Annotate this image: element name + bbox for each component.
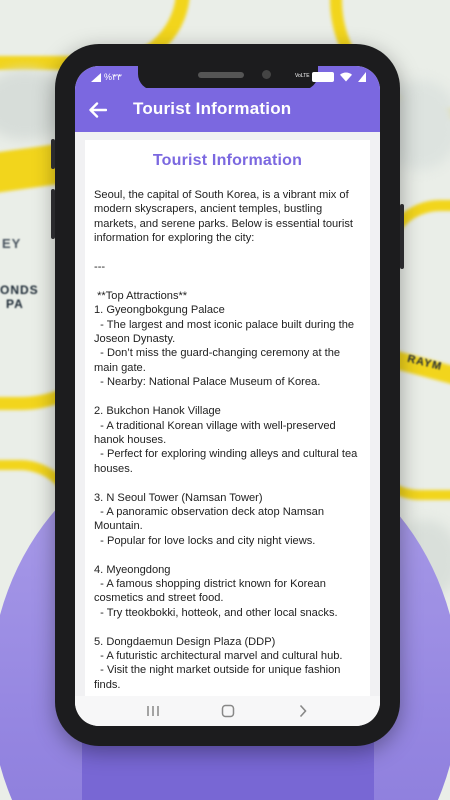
map-label: ONDS xyxy=(0,283,39,297)
home-icon xyxy=(221,704,235,718)
notch xyxy=(138,66,318,90)
network-label: VoLTE xyxy=(295,73,310,79)
map-label: RAYM xyxy=(406,352,444,374)
volume-up-button xyxy=(51,139,55,169)
map-label: PA xyxy=(6,297,24,311)
status-bar xyxy=(75,66,380,88)
back-chevron-icon xyxy=(298,704,308,718)
map-label: EY xyxy=(2,236,22,251)
system-nav-bar xyxy=(75,696,380,726)
home-button[interactable] xyxy=(213,699,243,723)
status-left xyxy=(91,72,122,83)
app-bar xyxy=(75,88,380,132)
battery-icon xyxy=(312,72,334,82)
camera-icon xyxy=(262,70,271,79)
recents-button[interactable] xyxy=(138,699,168,723)
phone-screen xyxy=(75,66,380,726)
nav-back-button[interactable] xyxy=(288,699,318,723)
signal-icon xyxy=(91,73,101,82)
wifi-icon xyxy=(339,71,353,82)
volume-down-button xyxy=(51,189,55,239)
speaker-icon xyxy=(198,72,244,78)
status-percent: %٣٣ xyxy=(104,72,122,82)
info-card xyxy=(85,140,370,696)
page-title: Tourist Information xyxy=(133,99,292,118)
recents-icon xyxy=(146,705,160,717)
card-title: Tourist Information xyxy=(152,152,303,169)
power-button xyxy=(400,204,404,269)
arrow-left-icon xyxy=(89,102,107,118)
content-area[interactable] xyxy=(75,132,380,696)
signal-icon xyxy=(358,72,366,82)
status-right xyxy=(295,71,366,82)
card-body-text: Seoul, the capital of South Korea, is a vibrant mix of modern skyscrapers, ancient temples, bustling markets, and serene parks. Below is essential tourist information for exploring the city: --- **Top Attractions** 1. Gyeongbokgung Palace - The largest and most iconic palace built during the Joseon Dynasty. - Don’t miss the guard-changing ceremony at the main gate. - Nearby: National Palace Museum of Korea. 2. Bukchon Hanok Village - A traditional Korean village with well-preserved hanok houses. - Perfect for exploring winding alleys and cultural tea houses. 3. N Seoul Tower (Namsan Tower) - A panoramic observation deck atop Namsan Mountain. - Popular for love locks and city night views. 4. Myeongdong - A famous shopping district known for Korean cosmetics and street food. - Try tteokbokki, hotteok, and other local snacks. 5. Dongdaemun Design Plaza (DDP) - A futuristic architectural marvel and cultural hub. - Visit the night market outside for unique fashion finds. xyxy=(94,189,358,691)
back-button[interactable] xyxy=(85,97,111,123)
phone-frame xyxy=(55,44,400,746)
